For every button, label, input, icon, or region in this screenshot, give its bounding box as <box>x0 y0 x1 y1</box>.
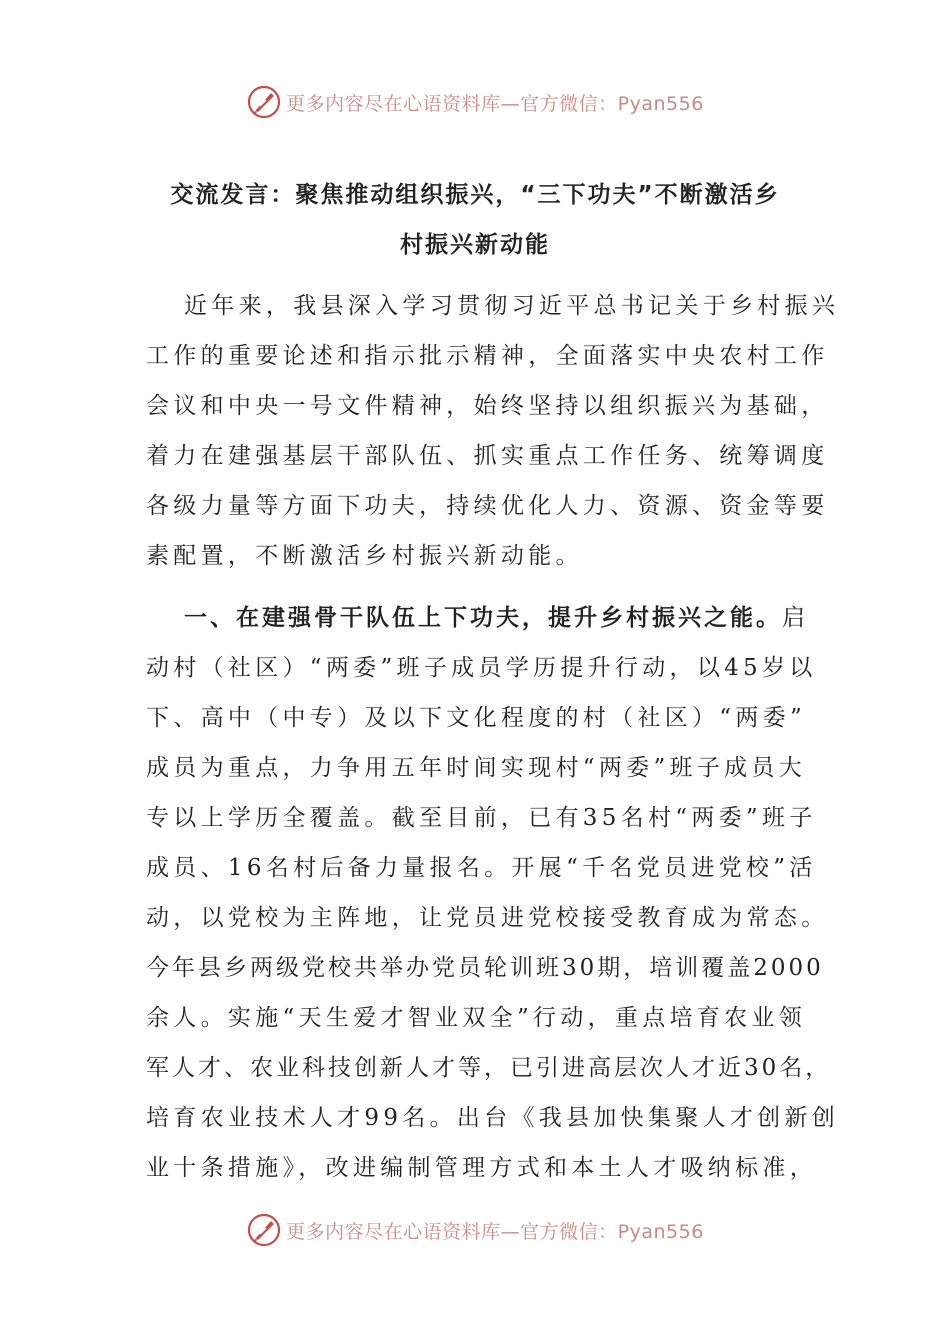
intro-line: 近年来，我县深入学习贯彻习近平总书记关于乡村振兴 <box>184 293 840 319</box>
document-title-line-2: 村振兴新动能 <box>400 232 550 258</box>
section-1-line: 动，以党校为主阵地，让党员进党校接受教育成为常态。 <box>146 905 829 931</box>
section-1-heading: 一、在建强骨干队伍上下功夫，提升乡村振兴之能。 <box>184 605 782 631</box>
section-1-line: 培育农业技术人才99名。出台《我县加快集聚人才创新创 <box>146 1105 840 1131</box>
watermark-text-top: 更多内容尽在心语资料库—官方微信：Pyan556 <box>286 92 704 115</box>
document-title-line-1: 交流发言：聚焦推动组织振兴，“三下功夫”不断激活乡 <box>170 182 780 208</box>
watermark-banner-bottom <box>0 1210 950 1250</box>
quill-pen-seal-icon <box>246 84 282 120</box>
section-1-line: 成员、16名村后备力量报名。开展“千名党员进党校”活 <box>146 855 817 881</box>
section-1-line: 军人才、农业科技创新人才等，已引进高层次人才近30名， <box>146 1055 832 1081</box>
section-1-first-line <box>184 602 809 634</box>
intro-line: 着力在建强基层干部队伍、抓实重点工作任务、统筹调度 <box>146 443 829 469</box>
section-1-line: 成员为重点，力争用五年时间实现村“两委”班子成员大 <box>146 755 807 781</box>
intro-line: 各级力量等方面下功夫，持续优化人力、资源、资金等要 <box>146 493 829 519</box>
intro-line: 素配置，不断激活乡村振兴新动能。 <box>146 543 583 569</box>
section-1-line: 业十条措施》，改进编制管理方式和本土人才吸纳标准， <box>146 1155 817 1181</box>
section-1-first-line-tail: 启 <box>782 605 810 631</box>
watermark-text-bottom: 更多内容尽在心语资料库—官方微信：Pyan556 <box>286 1220 704 1243</box>
section-1-line: 下、高中（中专）及以下文化程度的村（社区）“两委” <box>146 705 807 731</box>
section-1-line: 动村（社区）“两委”班子成员学历提升行动，以45岁以 <box>146 655 817 681</box>
section-1-line: 今年县乡两级党校共举办党员轮训班30期，培训覆盖2000 <box>146 955 824 981</box>
quill-pen-seal-icon <box>246 1212 282 1248</box>
intro-line: 会议和中央一号文件精神，始终坚持以组织振兴为基础， <box>146 393 829 419</box>
section-1-line: 余人。实施“天生爱才智业双全”行动，重点培育农业领 <box>146 1005 807 1031</box>
watermark-banner-top <box>0 82 950 122</box>
section-1-line: 专以上学历全覆盖。截至目前，已有35名村“两委”班子 <box>146 805 817 831</box>
intro-line: 工作的重要论述和指示批示精神，全面落实中央农村工作 <box>146 343 829 369</box>
